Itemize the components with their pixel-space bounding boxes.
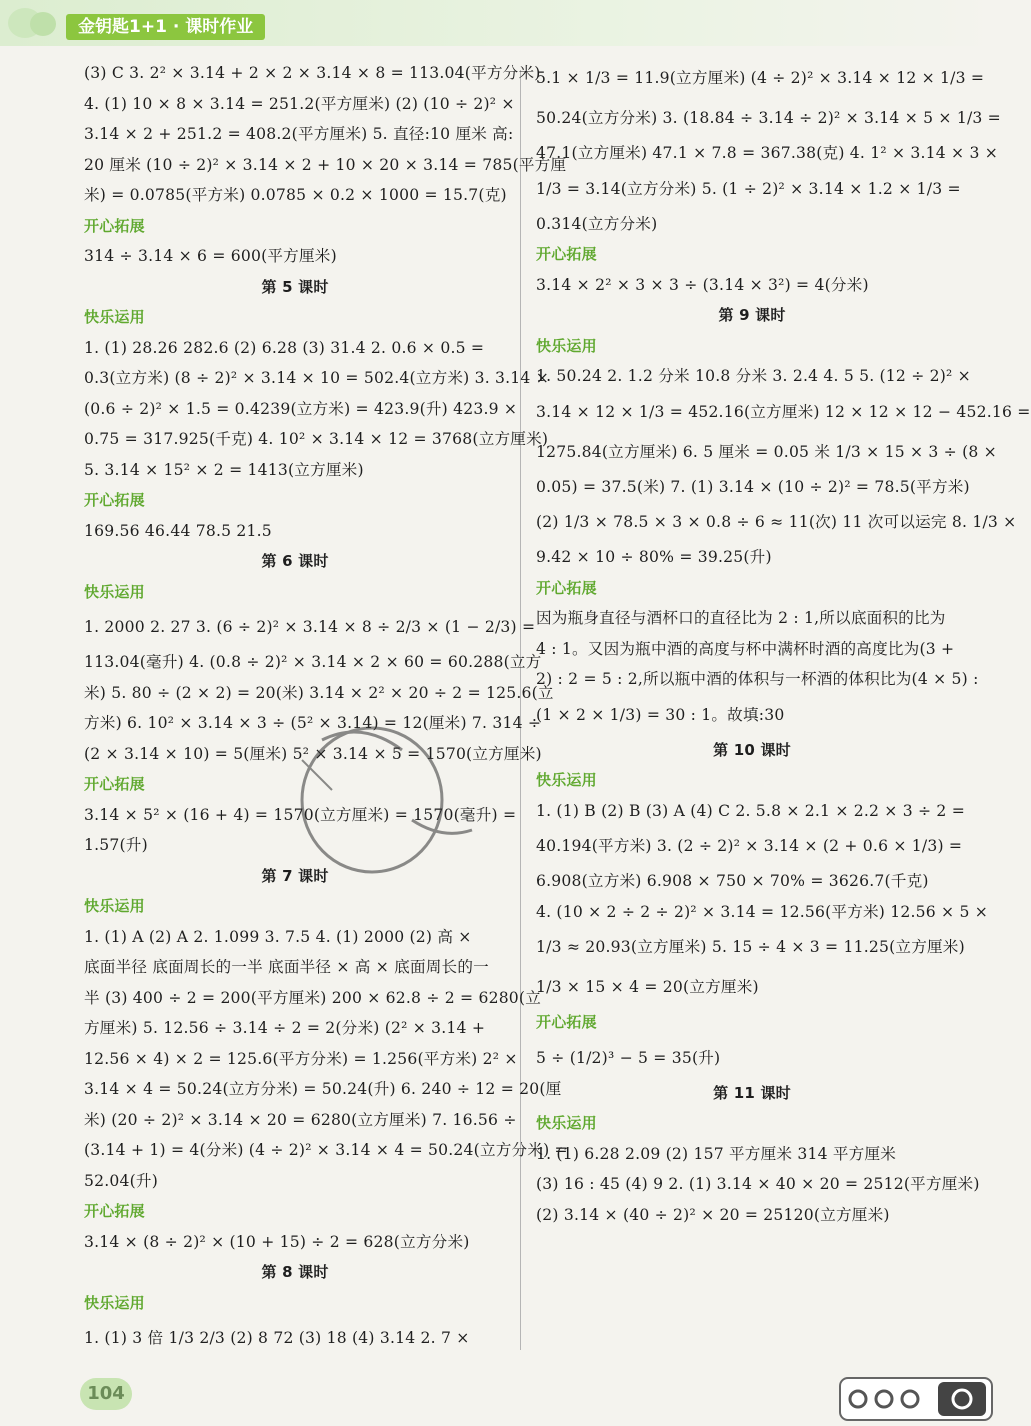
- answer-line: 6.908(立方米) 6.908 × 750 × 70% = 3626.7(千克): [536, 872, 929, 890]
- answer-line: 3.14 × 2 + 251.2 = 408.2(平方厘米) 5. 直径:10 厘米 高:: [84, 125, 514, 143]
- answer-line: 5. 3.14 × 15² × 2 = 1413(立方厘米): [84, 460, 364, 479]
- section-heading: 快乐运用: [84, 582, 145, 601]
- answer-line: (1 × 2 × 1/3) = 30 : 1。故填:30: [536, 705, 785, 724]
- answer-line: 1/3 = 3.14(立方分米) 5. (1 ÷ 2)² × 3.14 × 1.2 × 1/3 =: [536, 179, 961, 198]
- section-heading: 开心拓展: [84, 1202, 145, 1220]
- answer-line: 0.75 = 317.925(千克) 4. 10² × 3.14 × 12 = 3768(立方厘米): [84, 430, 549, 448]
- answer-line: 9.42 × 10 ÷ 80% = 39.25(升): [536, 548, 772, 566]
- section-heading: 开心拓展: [84, 216, 145, 235]
- answer-line: 因为瓶身直径与酒杯口的直径比为 2 : 1,所以底面积的比为: [536, 609, 946, 627]
- answer-line: (3) C 3. 2² × 3.14 + 2 × 2 × 3.14 × 8 = 113.04(平方分米): [84, 64, 541, 82]
- section-heading: 快乐运用: [536, 1114, 597, 1132]
- answer-line: 米) (20 ÷ 2)² × 3.14 × 20 = 6280(立方厘米) 7. 16.56 ÷: [84, 1110, 517, 1129]
- answer-line: 底面半径 底面周长的一半 底面半径 × 高 × 底面周长的一: [84, 958, 489, 976]
- section-heading: 快乐运用: [84, 897, 145, 915]
- answer-line: 3.14 × 2² × 3 × 3 ÷ (3.14 × 3²) = 4(分米): [536, 275, 869, 294]
- lesson-title: 第 9 课时: [718, 306, 786, 324]
- section-heading: 开心拓展: [84, 775, 145, 793]
- section-heading: 开心拓展: [536, 1013, 597, 1031]
- left-column: [84, 58, 568, 1358]
- lesson-title: 第 5 课时: [261, 277, 329, 296]
- section-heading: 开心拓展: [536, 245, 597, 263]
- lesson-title: 第 8 课时: [261, 1263, 329, 1281]
- section-heading: 快乐运用: [536, 771, 597, 789]
- answer-line: 47.1(立方厘米) 47.1 × 7.8 = 367.38(克) 4. 1² × 3.14 × 3 ×: [536, 144, 999, 162]
- answer-line: 米) 5. 80 ÷ (2 × 2) = 20(米) 3.14 × 2² × 20 ÷ 2 = 125.6(立: [84, 683, 554, 702]
- answer-line: 3.14 × (8 ÷ 2)² × (10 + 15) ÷ 2 = 628(立方分米): [84, 1232, 470, 1251]
- answer-line: 米) = 0.0785(平方米) 0.0785 × 0.2 × 1000 = 15.7(克): [84, 186, 507, 204]
- watermark-badge: [838, 1376, 994, 1422]
- logo-blob-icon: [30, 12, 56, 36]
- answer-line: (2) 1/3 × 78.5 × 3 × 0.8 ÷ 6 ≈ 11(次) 11 次可以运完 8. 1/3 ×: [536, 513, 1017, 531]
- answer-line: 1. (1) 3 倍 1/3 2/3 (2) 8 72 (3) 18 (4) 3.14 2. 7 ×: [84, 1329, 470, 1347]
- answer-line: 4. (10 × 2 ÷ 2 ÷ 2)² × 3.14 = 12.56(平方米) 12.56 × 5 ×: [536, 902, 988, 921]
- page-number: 104: [80, 1378, 132, 1410]
- answer-line: 4. (1) 10 × 8 × 3.14 = 251.2(平方厘米) (2) (10 ÷ 2)² ×: [84, 94, 515, 113]
- answer-line: 1. (1) 28.26 282.6 (2) 6.28 (3) 31.4 2. 0.6 × 0.5 =: [84, 338, 485, 357]
- answer-line: (2) 3.14 × (40 ÷ 2)² × 20 = 25120(立方厘米): [536, 1205, 890, 1224]
- answer-line: 1. 2000 2. 27 3. (6 ÷ 2)² × 3.14 × 8 ÷ 2/3 × (1 − 2/3) =: [84, 618, 536, 636]
- answer-line: 1. (1) A (2) A 2. 1.099 3. 7.5 4. (1) 2000 (2) 高 ×: [84, 927, 472, 946]
- answer-line: (3.14 + 1) = 4(分米) (4 ÷ 2)² × 3.14 × 4 = 50.24(立方分米) =: [84, 1141, 568, 1159]
- answer-line: 0.05) = 37.5(米) 7. (1) 3.14 × (10 ÷ 2)² = 78.5(平方米): [536, 477, 970, 496]
- answer-line: 1.57(升): [84, 836, 148, 854]
- series-title: 金钥匙1+1 · 课时作业: [66, 14, 265, 40]
- section-heading: 开心拓展: [84, 491, 145, 509]
- answer-line: 50.24(立方分米) 3. (18.84 ÷ 3.14 ÷ 2)² × 3.14 × 5 × 1/3 =: [536, 109, 1001, 127]
- lesson-title: 第 6 课时: [261, 552, 329, 570]
- answer-line: 314 ÷ 3.14 × 6 = 600(平方厘米): [84, 247, 337, 265]
- answer-line: 1/3 ≈ 20.93(立方厘米) 5. 15 ÷ 4 × 3 = 11.25(立方厘米): [536, 938, 965, 956]
- answer-line: 40.194(平方米) 3. (2 ÷ 2)² × 3.14 × (2 + 0.6 × 1/3) =: [536, 837, 963, 855]
- answer-line: (0.6 ÷ 2)² × 1.5 = 0.4239(立方米) = 423.9(升) 423.9 ×: [84, 399, 518, 418]
- answer-line: 1275.84(立方厘米) 6. 5 厘米 = 0.05 米 1/3 × 15 × 3 ÷ (8 ×: [536, 442, 997, 461]
- section-heading: 快乐运用: [536, 336, 597, 355]
- answer-line: (3) 16 : 45 (4) 9 2. (1) 3.14 × 40 × 20 = 2512(平方厘米): [536, 1175, 980, 1193]
- lesson-title: 第 10 课时: [713, 740, 791, 759]
- lesson-title: 第 7 课时: [261, 866, 329, 885]
- answer-line: 5 ÷ (1/2)³ − 5 = 35(升): [536, 1048, 721, 1067]
- answer-line: 0.3(立方米) (8 ÷ 2)² × 3.14 × 10 = 502.4(立方米) 3. 3.14 ×: [84, 369, 549, 387]
- answer-line: 1. (1) 6.28 2.09 (2) 157 平方厘米 314 平方厘米: [536, 1144, 897, 1163]
- answer-line: 169.56 46.44 78.5 21.5: [84, 521, 272, 540]
- answer-line: 方厘米) 5. 12.56 ÷ 3.14 ÷ 2 = 2(分米) (2² × 3.14 +: [84, 1019, 486, 1037]
- answer-line: 0.314(立方分米): [536, 214, 658, 233]
- header-band: [0, 0, 1000, 46]
- answer-line: 1/3 × 15 × 4 = 20(立方厘米): [536, 978, 759, 996]
- answer-line: 3.14 × 5² × (16 + 4) = 1570(立方厘米) = 1570(毫升) =: [84, 805, 517, 824]
- section-heading: 快乐运用: [84, 308, 145, 326]
- answer-line: 12.56 × 4) × 2 = 125.6(平方分米) = 1.256(平方米) 2² ×: [84, 1049, 518, 1068]
- section-heading: 快乐运用: [84, 1293, 145, 1312]
- answer-line: 1. 50.24 2. 1.2 分米 10.8 分米 3. 2.4 4. 5 5. (12 ÷ 2)² ×: [536, 367, 971, 385]
- answer-line: 5.1 × 1/3 = 11.9(立方厘米) (4 ÷ 2)² × 3.14 × 12 × 1/3 =: [536, 69, 985, 87]
- answer-line: 52.04(升): [84, 1171, 159, 1190]
- answer-line: 3.14 × 4 = 50.24(立方分米) = 50.24(升) 6. 240 ÷ 12 = 20(厘: [84, 1080, 562, 1098]
- answer-line: 3.14 × 12 × 1/3 = 452.16(立方厘米) 12 × 12 × 12 − 452.16 =: [536, 402, 1031, 421]
- answer-line: 2) : 2 = 5 : 2,所以瓶中酒的体积与一杯酒的体积比为(4 × 5) :: [536, 670, 979, 688]
- answer-line: 半 (3) 400 ÷ 2 = 200(平方厘米) 200 × 62.8 ÷ 2 = 6280(立: [84, 988, 542, 1007]
- answer-line: 20 厘米 (10 ÷ 2)² × 3.14 × 2 + 10 × 20 × 3.14 = 785(平方厘: [84, 155, 567, 174]
- answer-line: 4 : 1。又因为瓶中酒的高度与杯中满杯时酒的高度比为(3 +: [536, 639, 955, 658]
- answer-line: 1. (1) B (2) B (3) A (4) C 2. 5.8 × 2.1 × 2.2 × 3 ÷ 2 =: [536, 801, 965, 820]
- lesson-title: 第 11 课时: [713, 1083, 791, 1102]
- answer-line: 113.04(毫升) 4. (0.8 ÷ 2)² × 3.14 × 2 × 60 = 60.288(立方: [84, 653, 542, 671]
- right-column: [536, 58, 1031, 1230]
- section-heading: 开心拓展: [536, 578, 597, 597]
- answer-line: (2 × 3.14 × 10) = 5(厘米) 5² × 3.14 × 5 = 1570(立方厘米): [84, 744, 542, 763]
- answer-line: 方米) 6. 10² × 3.14 × 3 ÷ (5² × 3.14) = 12(厘米) 7. 314 ÷: [84, 714, 542, 732]
